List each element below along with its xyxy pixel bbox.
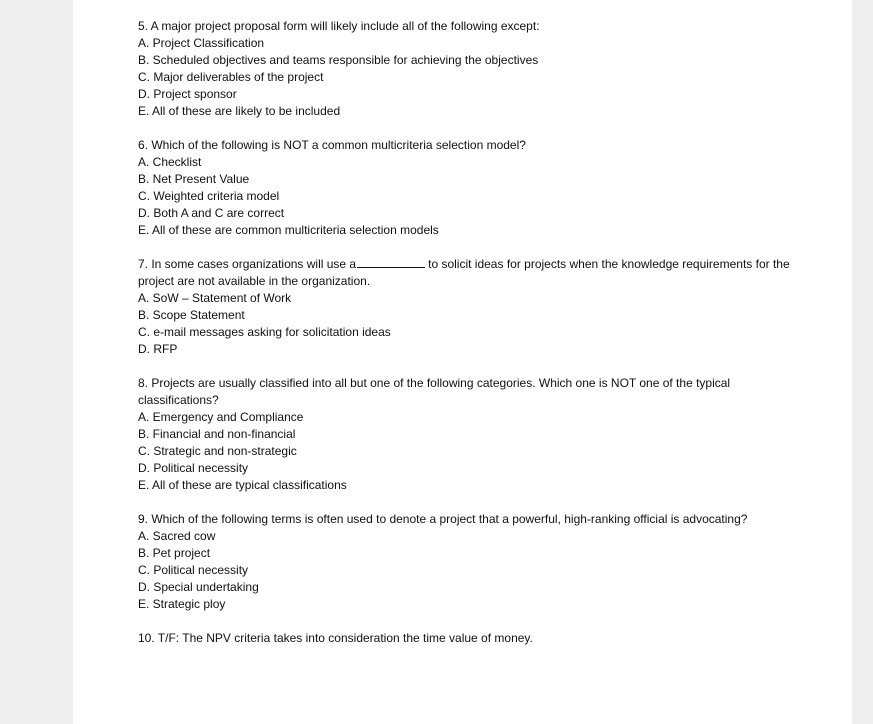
answer-option: A. Project Classification: [138, 36, 265, 50]
answer-option: B. Net Present Value: [138, 172, 250, 186]
question-text: [138, 256, 808, 290]
answer-option: B. Pet project: [138, 546, 211, 560]
fill-in-blank: [357, 256, 425, 268]
answer-option: A. Sacred cow: [138, 529, 216, 543]
question-text-before-blank: 7. In some cases organizations will use a: [138, 257, 357, 271]
quiz-content: [138, 18, 808, 664]
answer-option: E. All of these are typical classifications: [138, 478, 347, 492]
question-6: [138, 137, 808, 239]
answer-option: D. Both A and C are correct: [138, 206, 285, 220]
document-page: [73, 0, 852, 724]
answer-option: C. Political necessity: [138, 563, 249, 577]
answer-option: D. RFP: [138, 342, 178, 356]
question-text-after-blank: to solicit ideas for projects when the knowledge requirements for the project are not available in the organization.: [138, 257, 790, 288]
answer-option: B. Financial and non-financial: [138, 427, 296, 441]
answer-option: D. Political necessity: [138, 461, 249, 475]
answer-option: C. e-mail messages asking for solicitation ideas: [138, 325, 391, 339]
question-text: 8. Projects are usually classified into all but one of the following categories. Which one is NOT one of the typical classifications?: [138, 376, 731, 407]
question-text: 9. Which of the following terms is often used to denote a project that a powerful, high-ranking official is advocating?: [138, 512, 748, 526]
answer-option: C. Major deliverables of the project: [138, 70, 324, 84]
question-5: [138, 18, 808, 120]
question-8: [138, 375, 808, 494]
question-text: 6. Which of the following is NOT a common multicriteria selection model?: [138, 138, 526, 152]
question-text: 5. A major project proposal form will likely include all of the following except:: [138, 19, 540, 33]
answer-option: D. Special undertaking: [138, 580, 259, 594]
question-text: 10. T/F: The NPV criteria takes into consideration the time value of money.: [138, 631, 533, 645]
answer-option: E. All of these are common multicriteria selection models: [138, 223, 439, 237]
question-7: [138, 256, 808, 358]
answer-option: B. Scope Statement: [138, 308, 245, 322]
answer-option: C. Strategic and non-strategic: [138, 444, 297, 458]
question-10: [138, 630, 808, 647]
question-9: [138, 511, 808, 613]
answer-option: C. Weighted criteria model: [138, 189, 280, 203]
answer-option: A. Emergency and Compliance: [138, 410, 304, 424]
answer-option: E. Strategic ploy: [138, 597, 226, 611]
answer-option: A. SoW – Statement of Work: [138, 291, 292, 305]
answer-option: D. Project sponsor: [138, 87, 237, 101]
answer-option: E. All of these are likely to be included: [138, 104, 341, 118]
answer-option: B. Scheduled objectives and teams responsible for achieving the objectives: [138, 53, 539, 67]
answer-option: A. Checklist: [138, 155, 202, 169]
